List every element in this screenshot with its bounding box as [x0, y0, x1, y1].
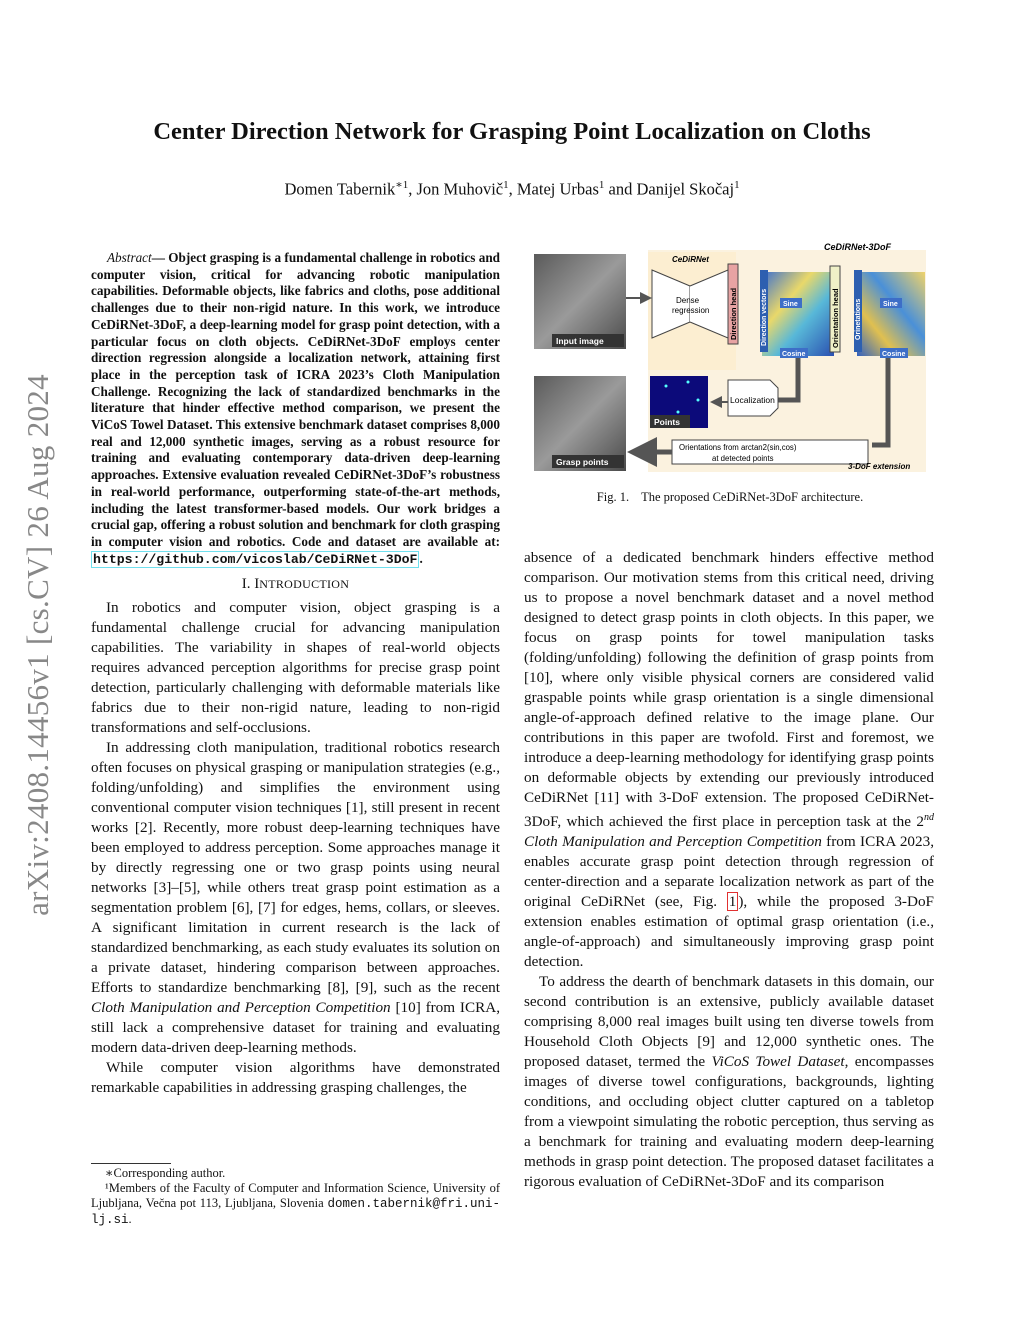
right-p1-sup: nd	[924, 812, 934, 823]
intro-paragraph-2	[91, 738, 500, 1058]
footnote-corresponding: ∗Corresponding author.	[105, 1166, 226, 1180]
grasp-points-label: Grasp points	[556, 457, 609, 467]
author-email[interactable]: domen.tabernik@fri.uni-lj.si	[91, 1197, 500, 1227]
footnote-end: .	[128, 1212, 132, 1226]
abstract-end: .	[419, 550, 423, 566]
direction-vectors-label: Direction vectors	[761, 288, 768, 346]
orientation-formula-line-2: at detected points	[712, 454, 774, 463]
dense-label: Dense	[676, 296, 700, 305]
regression-label: regression	[672, 306, 710, 315]
author-2: , Jon Muhovič	[408, 179, 504, 199]
author-3: , Matej Urbas	[508, 179, 599, 199]
point-dot	[697, 399, 700, 402]
author-2-mark: 1	[503, 179, 509, 191]
intro-paragraph-1: In robotics and computer vision, object grasping is a fundamental challenge crucial for advancing manipulation capabilities. The variability in shapes of real-world objects requires advanced perception algorithms for precise grasp point detection, particularly challenging with deformable materials like fabrics due to their non-rigid nature, leading to non-rigid transformations and self-occlusions.	[91, 599, 500, 737]
extension-label: 3-DoF extension	[848, 462, 911, 471]
caption-label: Fig. 1.	[596, 490, 630, 504]
abstract-label: Abstract	[107, 250, 152, 265]
right-p2-italic: ViCoS Towel Dataset	[711, 1053, 845, 1071]
footnote-rule	[91, 1163, 171, 1164]
paper-title: Center Direction Network for Grasping Point Localization on Cloths	[153, 118, 871, 145]
author-1-mark: ∗1	[395, 179, 409, 191]
direction-head-label: Direction head	[729, 287, 738, 340]
section-rest: NTRODUCTION	[259, 577, 350, 592]
author-list	[0, 178, 1024, 200]
intro-p2-text-a: In addressing cloth manipulation, traditional robotics research often focuses on physical grasping or manipulation strategies (e.g., folding/unfolding) and simplifies the environment using conventional computer vision techniques [1], still present in recent works [2]. Recently, more robust deep-learning techniques have been employed to address perception. Some approaches manage it by directly regressing one or two grasp points using neural networks [3]–[5], while others treat grasp point estimation as a segmentation problem [6], [7] for edges, hems, collars, or sleeves. A significant limitation in current research is the lack of standardized benchmarking, as each study evaluates its solution on a private dataset, hindering comparison between approaches. Efforts to standardize benchmarking [8], [9], such as the recent	[91, 739, 500, 997]
arxiv-identifier: arXiv:2408.14456v1 [cs.CV] 26 Aug 2024	[20, 374, 55, 916]
cosine-label-1: Cosine	[782, 351, 806, 358]
code-link[interactable]: https://github.com/vicoslab/CeDiRNet-3DoF	[93, 551, 418, 567]
architecture-diagram	[532, 240, 928, 476]
sine-label-1: Sine	[783, 301, 798, 308]
localization-label: Localization	[730, 395, 775, 405]
right-paragraph-1	[524, 548, 934, 972]
section-numeral: I.	[241, 576, 255, 593]
cosine-label-2: Cosine	[882, 351, 906, 358]
direction-vectors-map	[762, 272, 834, 356]
footnote-affiliation-text: ¹Members of the Faculty of Computer and Information Science, University of Ljubljana, Večna pot 113, Ljubljana, Slovenia	[91, 1181, 500, 1210]
right-p1-text-b: from ICRA 2023, enables accurate grasp point detection through regression of center-direction and a separate localization network as part of the original CeDiRNet (see, Fig.	[524, 833, 934, 911]
caption-text: The proposed CeDiRNet-3DoF architecture.	[641, 490, 864, 504]
abstract	[91, 250, 500, 568]
point-dot	[687, 381, 690, 384]
left-column	[91, 250, 500, 1098]
orientation-formula-line-1: Orientations from arctan2(sin,cos)	[679, 443, 797, 452]
orientation-head-label: Orientation head	[831, 288, 840, 348]
orientations-label: Orinetations	[855, 298, 862, 340]
abstract-text: — Object grasping is a fundamental challenge in robotics and computer vision, critical for advancing robotic manipulation capabilities. Deformable objects, like fabrics and cloths, pose additional challenges due to their non-rigid nature. In this work, we introduce CeDiRNet-3DoF, a deep-learning model for grasp point detection, with a particular focus on cloth objects. CeDiRNet-3DoF employs center direction regression alongside a localization network, attaining first place in the perception task of ICRA 2023’s Cloth Manipulation Challenge. Recognizing the lack of standardized benchmarks in the literature that hinder effective method comparison, we present the ViCoS Towel Dataset. This extensive benchmark dataset comprises 8,000 real and 12,000 synthetic images, serving as a robust resource for training and evaluating contemporary data-driven deep-learning approaches. Extensive evaluation revealed CeDiRNet-3DoF’s robustness in real-world performance, outperforming state-of-the-art methods, including the latest transformer-based models. Our work bridges a crucial gap, offering a robust solution and benchmark for cloth grasping in computer vision and robotics. Code and dataset are available at:	[91, 250, 500, 549]
right-p1-text-a: absence of a dedicated benchmark hinders effective method comparison. Our motivation stems from this critical need, driving us to propose a novel benchmark dataset and a novel method designed to detect grasp points in cloth objects. In this paper, we focus on grasp points for towel manipulation tasks (folding/unfolding) following the definition of grasp points from [10], where only visible physical corners are considered valid graspable points while grasp orientation is a single dimensional angle-of-approach defined relative to the image plane. Our contributions in this paper are twofold. First and foremost, we introduce a deep-learning methodology for identifying grasp points on deformable objects by extending our previously introduced CeDiRNet [11] with 3-DoF extension. The proposed CeDiRNet-3DoF, which achieved the first place in perception task at the 2	[524, 549, 934, 831]
author-4: and Danijel Skočaj	[604, 179, 735, 199]
title-cedirnet: CeDiRNet	[672, 255, 709, 264]
point-dot	[665, 385, 668, 388]
arxiv-side-stamp	[18, 345, 58, 945]
author-3-mark: 1	[598, 179, 605, 191]
right-p1-italic: Cloth Manipulation and Perception Competition	[524, 833, 822, 851]
sine-label-2: Sine	[883, 301, 898, 308]
section-first-letter: I	[254, 576, 260, 593]
intro-p2-text-b: [10] from ICRA, still lack a comprehensive dataset for training and evaluating modern data-driven deep-learning methods.	[91, 999, 500, 1057]
point-dot	[677, 411, 680, 414]
points-label: Points	[654, 417, 680, 427]
intro-p2-italic: Cloth Manipulation and Perception Competition	[91, 999, 391, 1017]
right-p2-text-b: , encompasses images of diverse towel configurations, backgrounds, lighting conditions, and occluding object clutter captured on a tabletop from a viewpoint simulating the robotic perception, thus serving as a benchmark for training and evaluating modern deep-learning methods in grasp point detection. The proposed dataset facilitates a rigorous evaluation of CeDiRNet-3DoF and its comparison	[524, 1053, 934, 1191]
right-paragraph-2	[524, 972, 934, 1192]
orientations-map	[857, 272, 925, 356]
right-p2-text-a: To address the dearth of benchmark datasets in this domain, our second contribution is an extensive, publicly available dataset comprising 8,000 real images built using ten diverse towels from Household Cloth Objects [9] and 12,000 synthetic ones. The proposed dataset, termed the	[524, 973, 934, 1071]
figure-architecture	[532, 240, 928, 476]
right-p1-text-c: ), while the proposed 3-DoF extension enables estimation of optimal grasp orientation (i.e., angle-of-approach) and simultaneously improving grasp point detection.	[524, 893, 934, 971]
footnote-affiliation	[91, 1181, 500, 1228]
input-image-label: Input image	[556, 336, 604, 346]
author-4-mark: 1	[734, 179, 740, 191]
right-column	[524, 548, 934, 1192]
footnotes	[91, 1166, 500, 1228]
intro-paragraph-3: While computer vision algorithms have demonstrated remarkable capabilities in addressing grasping challenges, the	[91, 1059, 500, 1097]
author-1: Domen Tabernik	[284, 179, 396, 199]
figure-reference-link[interactable]: 1	[728, 893, 737, 911]
figure-caption	[532, 490, 928, 505]
title-cedirnet-3dof: CeDiRNet-3DoF	[824, 242, 892, 252]
section-heading-introduction	[91, 574, 500, 594]
